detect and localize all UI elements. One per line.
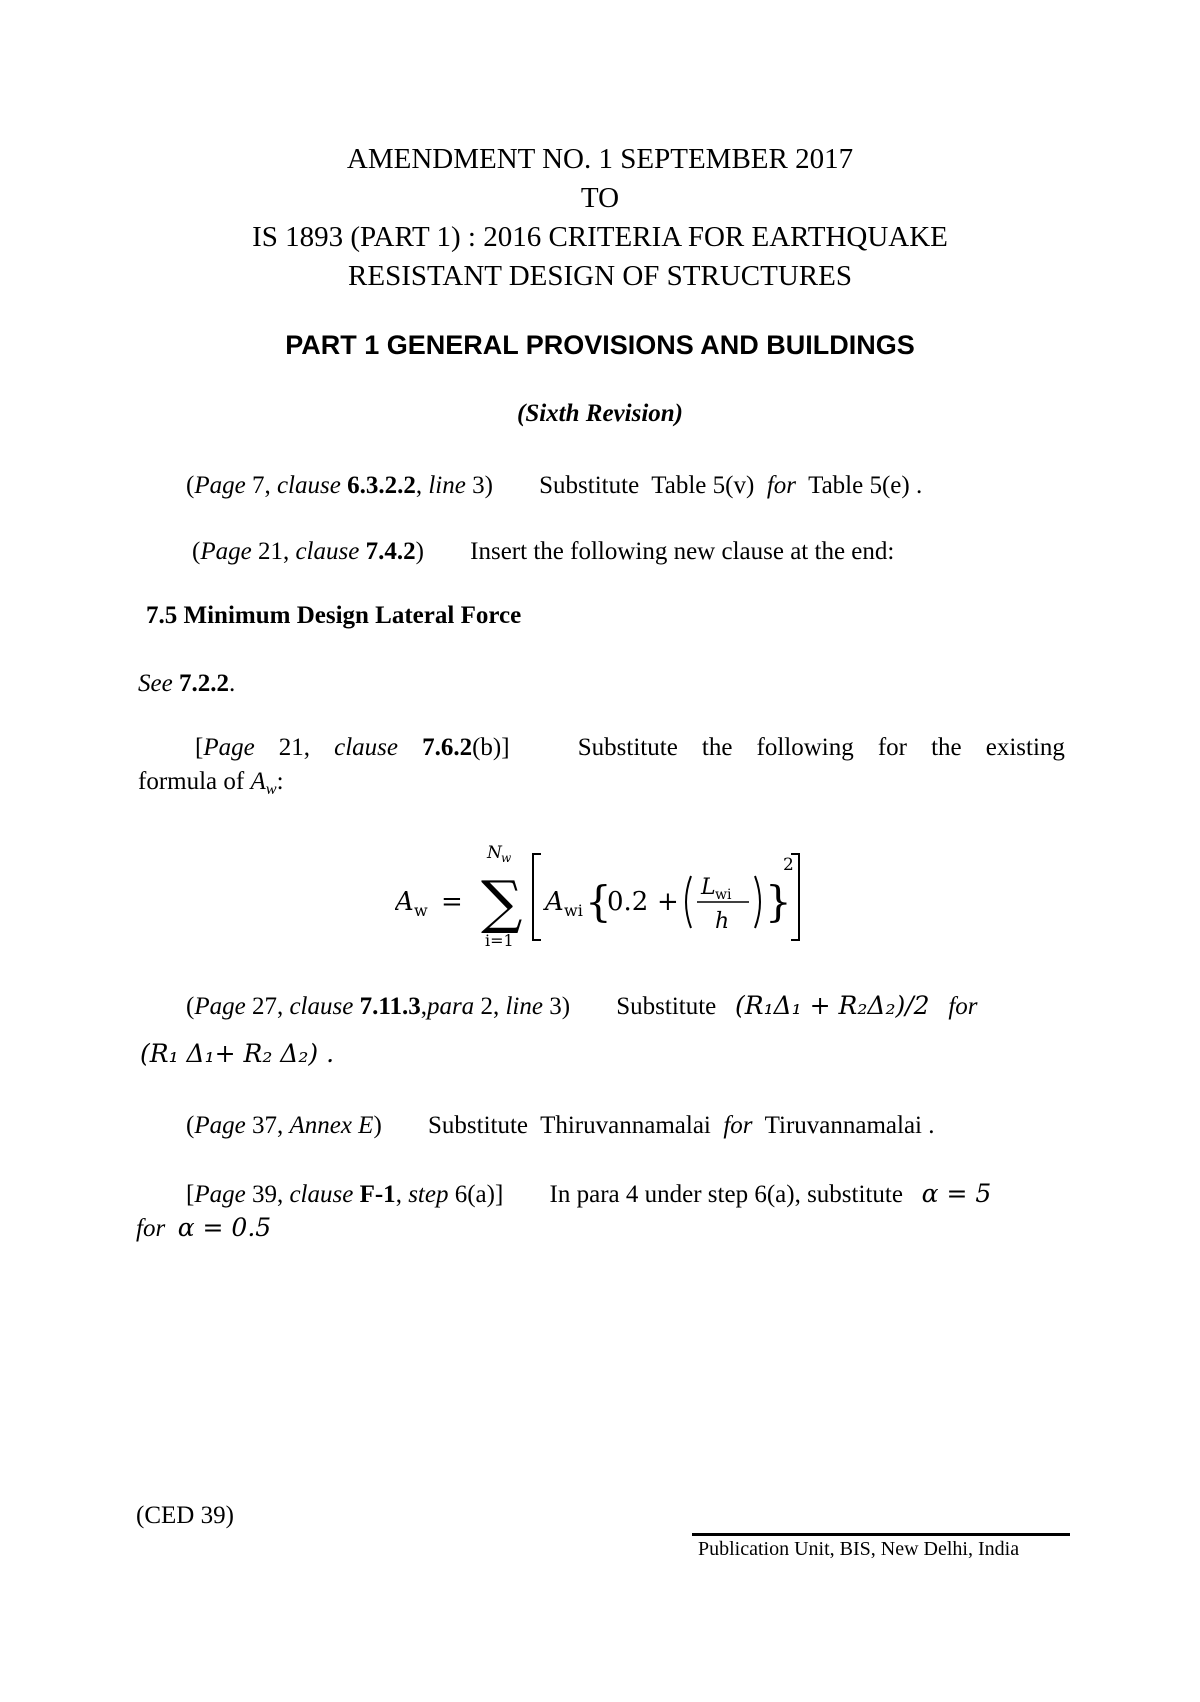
old-value: Table 5(e) . <box>808 472 923 499</box>
revision-label: (Sixth Revision) <box>517 400 683 427</box>
page-label: Page <box>203 734 255 761</box>
formula-lhs-sub: w <box>414 901 428 920</box>
see-word: See <box>138 670 173 697</box>
para-label: para <box>426 993 475 1020</box>
footer-divider <box>692 1533 1070 1536</box>
line-label: line <box>505 993 543 1020</box>
page-number: 21 <box>257 538 283 565</box>
amendment-6-line-2 <box>136 1212 271 1245</box>
symbol-sub: w <box>265 779 277 798</box>
committee-code: (CED 39) <box>136 1502 234 1529</box>
title-line-1: AMENDMENT NO. 1 SEPTEMBER 2017 <box>346 143 854 175</box>
page-label: Page <box>200 538 252 565</box>
clause-number: 6.3.2.2 <box>347 472 416 499</box>
old-expression: (R₁ Δ₁+ R₂ Δ₂) . <box>140 1039 335 1068</box>
para-number: 2 <box>480 993 493 1020</box>
page-number: 37 <box>251 1112 277 1139</box>
page-number: 7 <box>251 472 265 499</box>
word: the <box>931 734 962 761</box>
left-brace: { <box>585 877 612 926</box>
word: Substitute <box>577 734 678 761</box>
line-label: line <box>428 472 466 499</box>
clause-label: clause <box>276 472 341 499</box>
right-brace: } <box>765 877 792 926</box>
for-word: for <box>766 472 796 499</box>
formula-equals: = <box>441 887 463 917</box>
instruction-text: Insert the following new clause at the end: <box>470 538 895 565</box>
sum-symbol: ∑ <box>481 868 523 936</box>
sum-upper-sub: w <box>501 851 512 865</box>
page-number: 21, <box>278 734 311 761</box>
right-paren <box>755 876 760 928</box>
page-number: 27 <box>251 993 277 1020</box>
publisher-line: Publication Unit, BIS, New Delhi, India <box>698 1538 1020 1560</box>
clause-number: 7.11.3 <box>359 993 421 1020</box>
formula-lhs: A <box>395 887 414 917</box>
clause-label: clause <box>295 538 360 565</box>
word: existing <box>985 734 1065 761</box>
amendment-3-line-1: [Page 21, clause 7.6.2(b)] Substitute the following for the existing <box>195 734 1065 761</box>
page-label: Page <box>194 993 246 1020</box>
amendment-5: (Page 37, Annex E) Substitute Thiruvannamalai for Tiruvannamalai . <box>186 1112 935 1139</box>
for-word: for <box>136 1215 166 1242</box>
line-number: 3 <box>549 993 562 1020</box>
page-label: Page <box>194 1181 246 1208</box>
title-line-2: TO <box>580 182 620 214</box>
new-value: Thiruvannamalai <box>540 1112 711 1139</box>
formula-exponent: 2 <box>783 855 794 875</box>
old-value: Tiruvannamalai . <box>764 1112 935 1139</box>
clause-number: F-1 <box>359 1181 396 1208</box>
term-a: A <box>545 887 564 917</box>
page-label: Page <box>194 1112 246 1139</box>
aw-formula <box>395 840 815 950</box>
word: following <box>756 734 854 761</box>
step-number: 6(a) <box>454 1181 495 1208</box>
term-sub: wi <box>564 901 583 920</box>
left-paren <box>686 876 691 928</box>
clause-label: clause <box>289 1181 354 1208</box>
substitute-word: Substitute <box>428 1112 529 1139</box>
old-expression: α = 0.5 <box>177 1213 272 1242</box>
page-number: 39 <box>251 1181 277 1208</box>
title-line-3: IS 1893 (PART 1) : 2016 CRITERIA FOR EARTHQUAKE <box>252 221 948 253</box>
annex-label: Annex E <box>289 1112 374 1139</box>
clause-label: clause <box>289 993 354 1020</box>
new-clause-heading: 7.5 Minimum Design Lateral Force <box>146 602 522 629</box>
clause-number: 7.4.2 <box>365 538 416 565</box>
for-word: for <box>723 1112 753 1139</box>
left-square-bracket <box>533 854 541 940</box>
amendment-3-line-2: formula of $A_w$: <box>138 768 284 798</box>
sum-lower: i=1 <box>485 931 514 950</box>
new-expression: (R₁Δ₁ + R₂Δ₂)/2 <box>735 991 930 1020</box>
for-word: for <box>948 993 978 1020</box>
amendment-1: (Page 7, clause 6.3.2.2, line 3) Substitute Table 5(v) for Table 5(e) . <box>186 472 923 499</box>
word: the <box>701 734 733 761</box>
substitute-word: Substitute <box>539 472 640 499</box>
amendment-6-line-1: [Page 39, clause F-1, step 6(a)] In para 4 under step 6(a), substitute α = 5 <box>186 1179 992 1208</box>
page-label: Page <box>194 472 246 499</box>
instruction-text: In para 4 under step 6(a), substitute <box>549 1181 903 1208</box>
sum-upper: N <box>487 843 502 863</box>
word: for <box>877 734 907 761</box>
symbol-a: A <box>250 768 266 795</box>
line-number: 3 <box>472 472 485 499</box>
see-reference: See 7.2.2. <box>138 670 236 697</box>
amendment-4-line-1: (Page 27, clause 7.11.3,para 2, line 3) Substitute (R₁Δ₁ + R₂Δ₂)/2 for <box>186 991 978 1020</box>
clause-label: clause <box>334 734 399 761</box>
document-title <box>0 140 1200 296</box>
formula-constant: 0.2 <box>607 887 649 917</box>
amendment-4-line-2 <box>140 1038 334 1071</box>
amendment-2: (Page 21, clause 7.4.2) Insert the following new clause at the end: <box>192 538 895 565</box>
fraction-numerator-sub: wi <box>715 887 732 903</box>
new-expression: α = 5 <box>921 1179 992 1208</box>
see-clause: 7.2.2 <box>178 670 229 697</box>
clause-number: 7.6.2(b)] <box>422 734 510 761</box>
fraction-denominator: h <box>715 909 730 934</box>
substitute-word: Substitute <box>616 993 717 1020</box>
new-value: Table 5(v) <box>651 472 755 499</box>
fraction-numerator: L <box>701 875 716 900</box>
step-label: step <box>408 1181 449 1208</box>
formula-plus: + <box>657 887 679 917</box>
title-line-4: RESISTANT DESIGN OF STRUCTURES <box>348 260 852 292</box>
part-subtitle: PART 1 GENERAL PROVISIONS AND BUILDINGS <box>285 330 915 360</box>
